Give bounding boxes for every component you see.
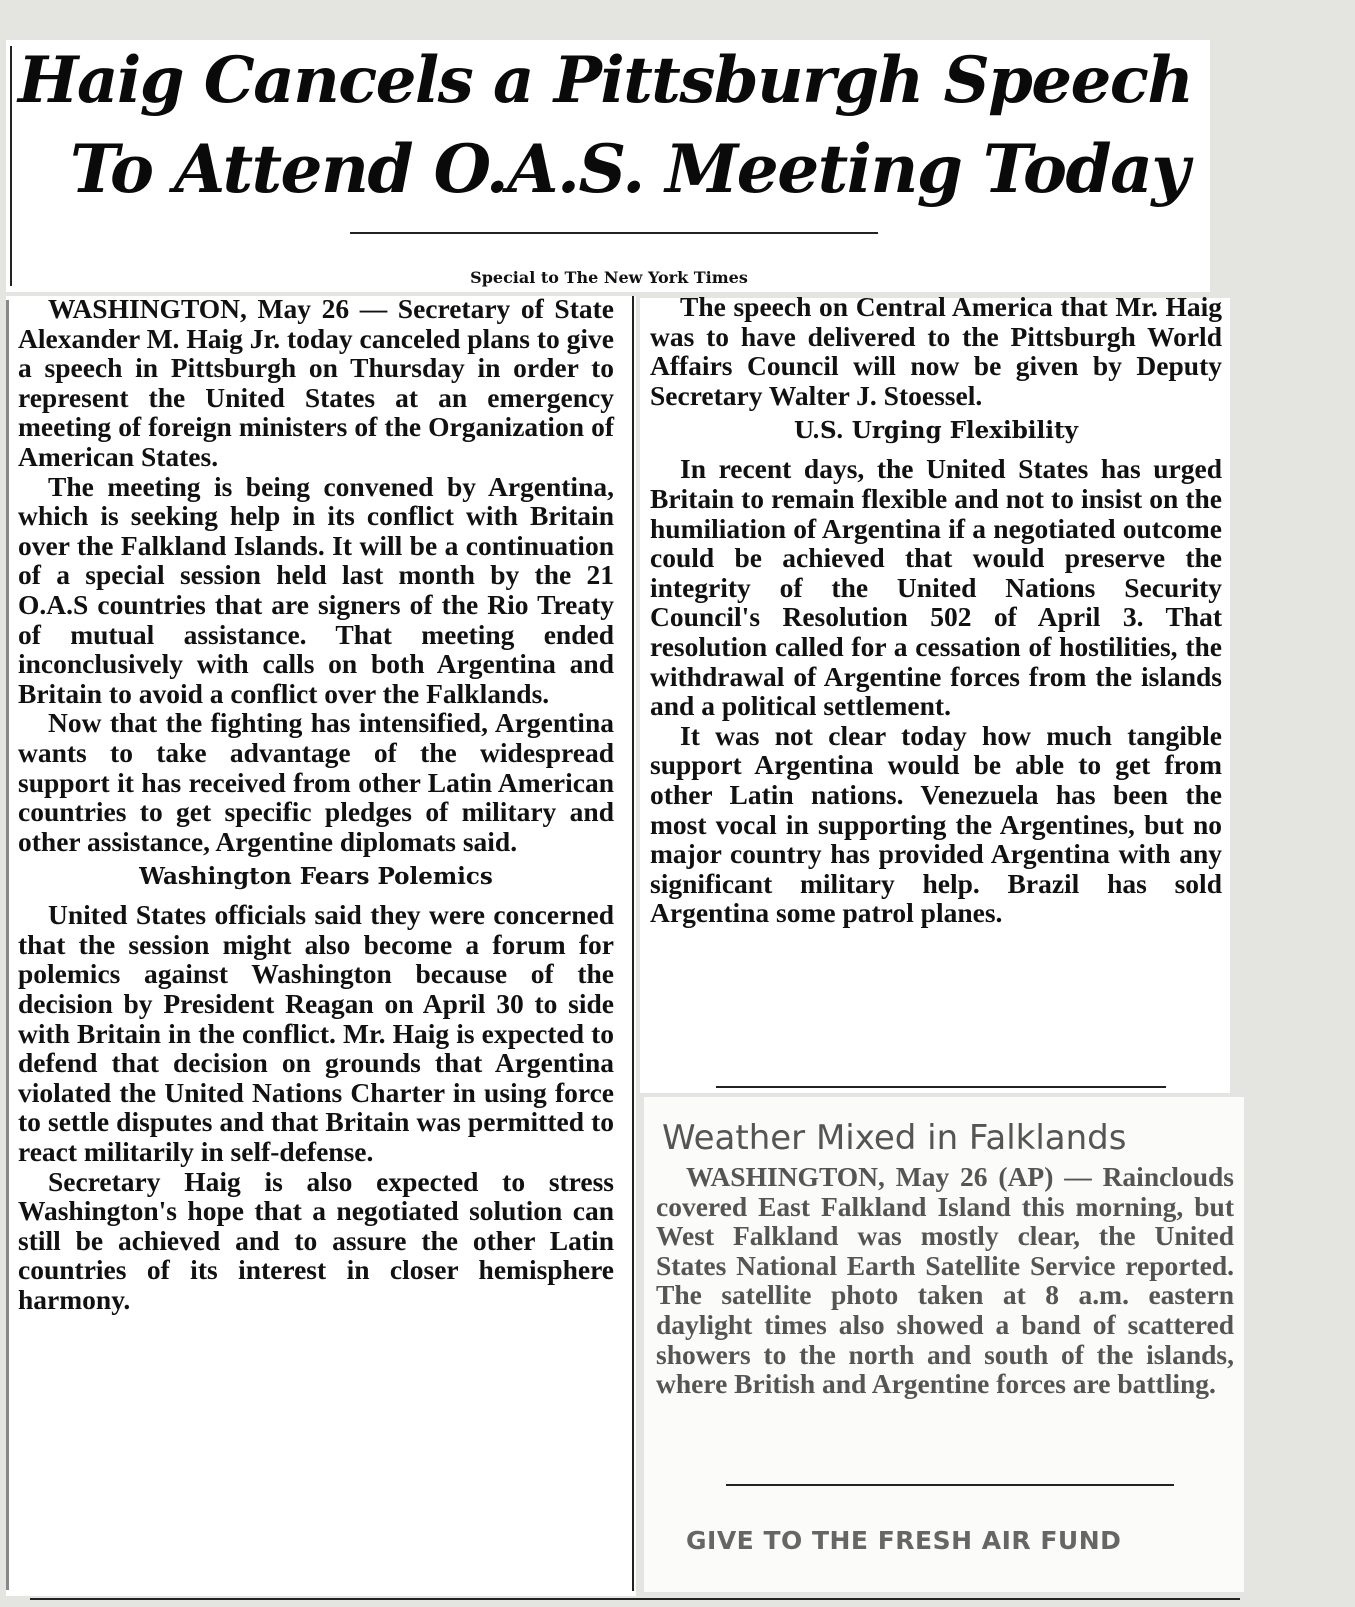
column-divider-rule (632, 296, 634, 1591)
paragraph: WASHINGTON, May 26 — Secretary of State Alexander M. Haig Jr. today canceled plans to give a speech in Pittsburgh on Thursday in order to represent the United States at an emergency meeting of foreign ministers of the Organization of American States. (18, 293, 614, 472)
headline-line-1: Haig Cancels a Pittsburgh Speech (18, 43, 1193, 118)
weather-article (656, 1162, 1234, 1399)
weather-end-rule (726, 1484, 1174, 1486)
right-column (650, 292, 1222, 928)
bottom-rule (30, 1598, 1240, 1600)
headline-left-rule (10, 46, 12, 286)
fresh-air-fund-notice: GIVE TO THE FRESH AIR FUND (686, 1526, 1122, 1555)
page-left-edge-rule (6, 300, 9, 1590)
subheading: Washington Fears Polemics (139, 863, 493, 891)
weather-headline: Weather Mixed in Falklands (662, 1118, 1127, 1158)
paragraph: Now that the fighting has intensified, Argentina wants to take advantage of the widespread support it has received from other Latin American countries to get specific pledges of military and other assistance, Argentine diplomats said. (18, 707, 614, 857)
paragraph: It was not clear today how much tangible support Argentina would be able to get from other Latin nations. Venezuela has been the most vocal in supporting the Argentines, but no major country has provided Argentina with any significant military help. Brazil has sold Argentina some patrol planes. (650, 719, 1222, 929)
subheading: U.S. Urging Flexibility (794, 417, 1078, 445)
paragraph: The meeting is being convened by Argentina, which is seeking help in its conflict with Britain over the Falkland Islands. It will be a continuation of a special session held last month by the 21 O.A.S countries that are signers of the Rio Treaty of mutual assistance. That meeting ended inconclusively with calls on both Argentina and Britain to avoid a conflict over the Falklands. (18, 470, 614, 709)
headline-rule (350, 232, 878, 234)
paragraph: WASHINGTON, May 26 (AP) — Rainclouds covered East Falkland Island this morning, but West Falkland was mostly clear, the United States National Earth Satellite Service reported. The satellite photo taken at 8 a.m. eastern daylight times also showed a band of scattered showers to the north and south of the islands, where British and Argentine forces are battling. (656, 1161, 1234, 1400)
paragraph: United States officials said they were concerned that the session might also become a forum for polemics against Washington because of the decision by President Reagan on April 30 to side with Britain in the conflict. Mr. Haig is expected to defend that decision on grounds that Argentina violated the United Nations Charter in using force to settle disputes and that Britain was permitted to react militarily in self-defense. (18, 899, 614, 1168)
headline-line-2: To Attend O.A.S. Meeting Today (70, 130, 1189, 208)
byline: Special to The New York Times (470, 268, 748, 287)
article-end-rule (716, 1086, 1166, 1088)
paragraph: Secretary Haig is also expected to stress Washington's hope that a negotiated solution can still be achieved and to assure the other Latin countries of its interest in closer hemisphere harmony. (18, 1165, 614, 1315)
paragraph: The speech on Central America that Mr. Haig was to have delivered to the Pittsburgh World Affairs Council will now be given by Deputy Secretary Walter J. Stoessel. (650, 291, 1222, 411)
paragraph: In recent days, the United States has urged Britain to remain flexible and not to insist on the humiliation of Argentina if a negotiated outcome could be achieved that would preserve the integrity of the United Nations Security Council's Resolution 502 of April 3. That resolution called for a cessation of hostilities, the withdrawal of Argentine forces from the islands and a political settlement. (650, 453, 1222, 722)
left-column (18, 294, 614, 1315)
